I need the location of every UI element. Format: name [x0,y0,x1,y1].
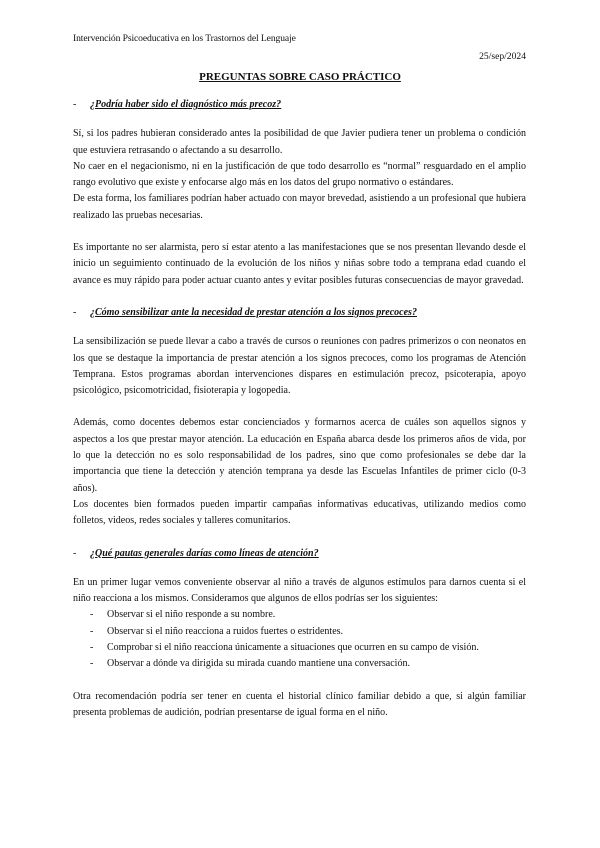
question-dash: - [73,306,77,318]
document-body [73,97,526,721]
list-item-text: Observar si el niño responde a su nombre. [107,609,276,621]
list-item [73,640,526,656]
list-item [73,607,526,623]
list-item [73,656,526,672]
list-dash: - [90,609,94,621]
paragraph: La sensibilización se puede llevar a cabo a través de cursos o reuniones con padres primerizos o con neonatos en los que se destaque la importancia de prestar atención a los signos precoces, como los programas de Atención Temprana. Estos programas abordan intervenciones dispares en estimulación precoz, psicoterapia, apoyo psicológico, psicomotricidad, fisioterapia y logopedia. [73,336,526,397]
paragraph: Además, como docentes debemos estar concienciados y formarnos acerca de cuáles son aquellos signos y aspectos a los que prestar mayor atención. La educación en España abarca desde los primeros años de vida, por lo que la detección no es solo responsabilidad de los padres, sino que como profesionales se debe dar la importancia que tiene la detección y atención temprana ya desde las Escuelas Infantiles de primer ciclo (0-3 años). [73,417,526,494]
list-dash: - [90,642,94,654]
paragraph: De esta forma, los familiares podrían haber actuado con mayor brevedad, asistiendo a un profesional que hubiera realizado las pruebas necesarias. [73,193,526,221]
question-2 [73,305,526,321]
question-dash: - [73,547,77,559]
question-text: ¿Podría haber sido el diagnóstico más precoz? [90,99,282,110]
list-dash: - [90,625,94,637]
question-text: ¿Cómo sensibilizar ante la necesidad de prestar atención a los signos precoces? [90,306,417,318]
header-date: 25/sep/2024 [479,51,526,62]
question-1 [73,97,526,113]
list-item [73,624,526,640]
paragraph: Es importante no ser alarmista, pero sí estar atento a las manifestaciones que se nos presentan llevando desde el inicio un seguimiento continuado de la evolución de los niños y niñas sobre todo a temprana edad cuando el avance es muy rápido para poder actuar cuanto antes y evitar posibles futuras consecuencias de mayor gravedad. [73,242,526,286]
list-item-text: Observar si el niño reacciona a ruidos fuertes o estridentes. [107,625,344,637]
paragraph: Sí, si los padres hubieran considerado antes la posibilidad de que Javier pudiera tener un problema o condición que estuviera retrasando o afectando a su desarrollo. [73,128,526,156]
page-title: PREGUNTAS SOBRE CASO PRÁCTICO [199,71,401,83]
question-3 [73,546,526,562]
paragraph: Otra recomendación podría ser tener en cuenta el historial clínico familiar debido a que, si algún familiar presenta problemas de audición, podrían presentarse de igual forma en el niño. [73,690,526,718]
list-item-text: Comprobar si el niño reacciona únicamente a situaciones que ocurren en su campo de visión. [107,642,479,654]
guideline-list [73,607,526,672]
question-text: ¿Qué pautas generales darías como líneas de atención? [90,547,319,559]
paragraph: No caer en el negacionismo, ni en la justificación de que todo desarrollo es “normal” resguardado en el amplio rango evolutivo que existe y enfocarse algo más en los datos del grupo normativo o estándares. [73,160,526,189]
paragraph: En un primer lugar vemos conveniente observar al niño a través de algunos estímulos para darnos cuenta si el niño reacciona a los mismos. Consideramos que algunos de ellos podrías ser los siguientes: [73,576,526,605]
list-dash: - [90,658,94,670]
header-course: Intervención Psicoeducativa en los Trastornos del Lenguaje [73,33,296,44]
question-dash: - [73,99,77,110]
list-item-text: Observar a dónde va dirigida su mirada cuando mantiene una conversación. [107,658,410,670]
paragraph: Los docentes bien formados pueden impartir campañas informativas educativas, utilizando medios como folletos, videos, redes sociales y talleres comunitarios. [73,498,526,527]
